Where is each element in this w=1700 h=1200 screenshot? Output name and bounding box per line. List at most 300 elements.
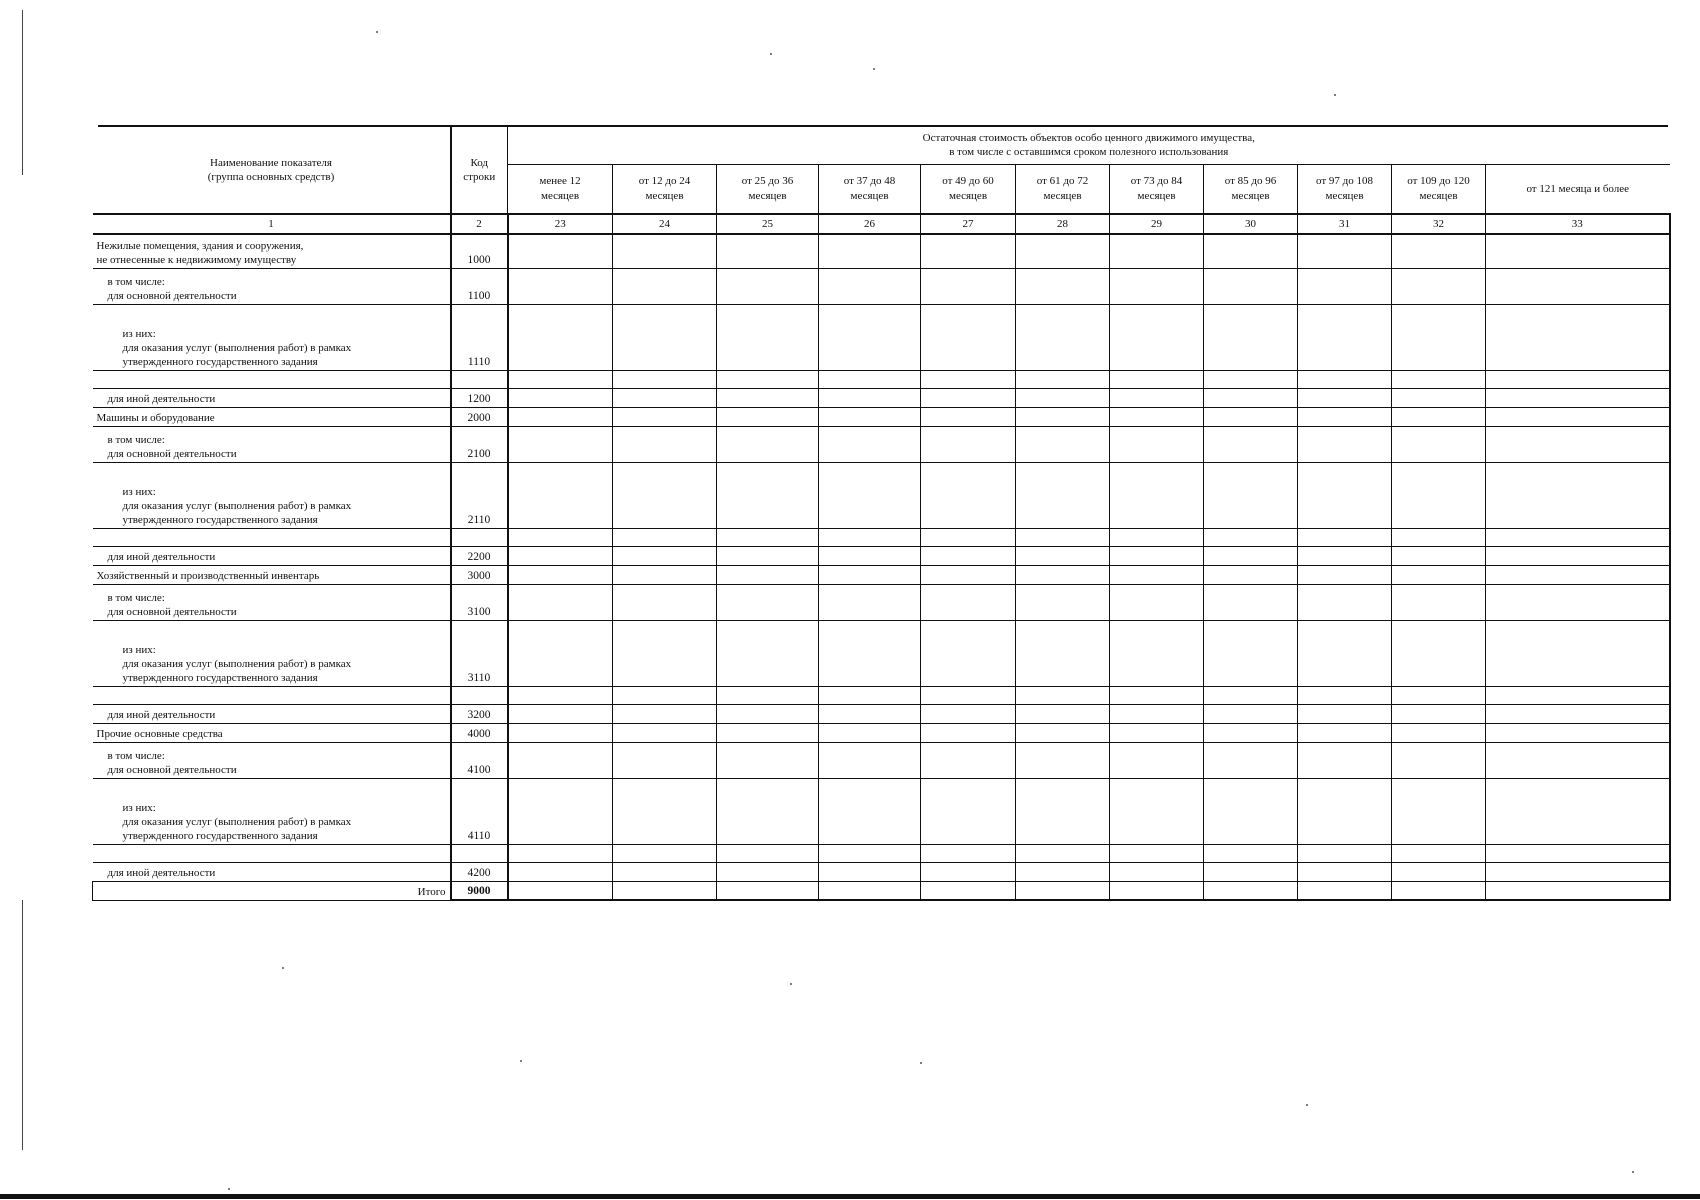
header-period-line: от 25 до 36 (741, 175, 794, 188)
value-cell[interactable] (508, 742, 613, 778)
value-cell[interactable] (508, 584, 613, 620)
value-cell[interactable] (508, 268, 613, 304)
value-cell[interactable] (921, 268, 1016, 304)
value-cell[interactable] (921, 462, 1016, 528)
value-cell[interactable] (1016, 462, 1110, 528)
value-cell[interactable] (1110, 778, 1204, 844)
value-cell[interactable] (921, 370, 1016, 388)
value-cell[interactable] (1016, 620, 1110, 686)
row-name-line: в том числе: (107, 591, 165, 604)
value-cell[interactable] (1486, 704, 1670, 723)
value-cell[interactable] (1110, 546, 1204, 565)
value-cell[interactable] (1204, 862, 1298, 881)
value-cell[interactable] (1298, 686, 1392, 704)
row-name-line: для оказания услуг (выполнения работ) в рамках (122, 657, 352, 670)
value-cell[interactable] (1016, 426, 1110, 462)
value-cell[interactable] (508, 462, 613, 528)
value-cell[interactable] (508, 862, 613, 881)
spacer-cell (451, 844, 508, 862)
total-value-cell[interactable] (1298, 881, 1392, 900)
value-cell[interactable] (1298, 620, 1392, 686)
value-cell[interactable] (1392, 268, 1486, 304)
value-cell[interactable] (1392, 407, 1486, 426)
value-cell[interactable] (819, 742, 921, 778)
value-cell[interactable] (1204, 620, 1298, 686)
value-cell[interactable] (921, 407, 1016, 426)
value-cell[interactable] (717, 723, 819, 742)
value-cell[interactable] (717, 565, 819, 584)
value-cell[interactable] (1204, 268, 1298, 304)
value-cell[interactable] (921, 528, 1016, 546)
value-cell[interactable] (921, 742, 1016, 778)
header-period-line: от 97 до 108 (1315, 175, 1373, 188)
value-cell[interactable] (921, 778, 1016, 844)
total-value-cell[interactable] (1392, 881, 1486, 900)
value-cell[interactable] (921, 426, 1016, 462)
value-cell[interactable] (508, 234, 613, 268)
value-cell[interactable] (819, 686, 921, 704)
value-cell[interactable] (1204, 778, 1298, 844)
value-cell[interactable] (1110, 844, 1204, 862)
value-cell[interactable] (819, 426, 921, 462)
table-row (93, 620, 1670, 686)
value-cell[interactable] (613, 584, 717, 620)
value-cell[interactable] (1298, 778, 1392, 844)
value-cell[interactable] (1204, 388, 1298, 407)
row-code: 4100 (451, 742, 508, 778)
value-cell[interactable] (1486, 370, 1670, 388)
value-cell[interactable] (1486, 686, 1670, 704)
total-value-cell[interactable] (508, 881, 613, 900)
scan-edge-line (22, 10, 23, 175)
value-cell[interactable] (819, 620, 921, 686)
header-row-code-line: строки (463, 171, 496, 183)
value-cell[interactable] (1204, 686, 1298, 704)
value-cell[interactable] (1298, 704, 1392, 723)
value-cell[interactable] (1298, 742, 1392, 778)
value-cell[interactable] (613, 844, 717, 862)
header-period-line: месяцев (1137, 189, 1176, 202)
value-cell[interactable] (1392, 704, 1486, 723)
value-cell[interactable] (1016, 407, 1110, 426)
value-cell[interactable] (1298, 862, 1392, 881)
header-indicator-name-line: (группа основных средств) (207, 171, 335, 183)
value-cell[interactable] (1016, 370, 1110, 388)
value-cell[interactable] (1016, 565, 1110, 584)
value-cell[interactable] (613, 862, 717, 881)
value-cell[interactable] (1110, 388, 1204, 407)
value-cell[interactable] (613, 370, 717, 388)
value-cell[interactable] (1110, 234, 1204, 268)
value-cell[interactable] (613, 462, 717, 528)
value-cell[interactable] (1204, 565, 1298, 584)
value-cell[interactable] (717, 407, 819, 426)
value-cell[interactable] (1392, 388, 1486, 407)
column-number: 31 (1298, 214, 1392, 234)
value-cell[interactable] (1298, 723, 1392, 742)
value-cell[interactable] (921, 565, 1016, 584)
value-cell[interactable] (1486, 426, 1670, 462)
value-cell[interactable] (508, 844, 613, 862)
total-value-cell[interactable] (1204, 881, 1298, 900)
row-code: 4110 (451, 778, 508, 844)
value-cell[interactable] (819, 407, 921, 426)
value-cell[interactable] (1110, 742, 1204, 778)
value-cell[interactable] (1392, 565, 1486, 584)
value-cell[interactable] (717, 546, 819, 565)
value-cell[interactable] (508, 304, 613, 370)
value-cell[interactable] (717, 528, 819, 546)
value-cell[interactable] (1298, 268, 1392, 304)
value-cell[interactable] (921, 686, 1016, 704)
scan-speck (873, 68, 875, 70)
total-code: 9000 (451, 881, 508, 900)
value-cell[interactable] (613, 742, 717, 778)
value-cell[interactable] (1204, 304, 1298, 370)
value-cell[interactable] (1204, 742, 1298, 778)
value-cell[interactable] (819, 778, 921, 844)
value-cell[interactable] (717, 620, 819, 686)
value-cell[interactable] (1016, 723, 1110, 742)
value-cell[interactable] (1016, 686, 1110, 704)
header-residual-value-group (508, 127, 1670, 164)
value-cell[interactable] (613, 546, 717, 565)
value-cell[interactable] (1486, 778, 1670, 844)
header-period-line: месяцев (1043, 189, 1082, 202)
table-row (93, 742, 1670, 778)
value-cell[interactable] (613, 407, 717, 426)
value-cell[interactable] (1298, 584, 1392, 620)
value-cell[interactable] (1016, 844, 1110, 862)
value-cell[interactable] (508, 778, 613, 844)
value-cell[interactable] (717, 862, 819, 881)
scan-edge-line (22, 900, 23, 1150)
value-cell[interactable] (819, 844, 921, 862)
value-cell[interactable] (613, 778, 717, 844)
value-cell[interactable] (1204, 528, 1298, 546)
value-cell[interactable] (613, 723, 717, 742)
value-cell[interactable] (1392, 723, 1486, 742)
value-cell[interactable] (1016, 304, 1110, 370)
value-cell[interactable] (1486, 565, 1670, 584)
value-cell[interactable] (1298, 546, 1392, 565)
value-cell[interactable] (1486, 407, 1670, 426)
value-cell[interactable] (1204, 844, 1298, 862)
total-label: Итого (93, 881, 451, 900)
value-cell[interactable] (508, 370, 613, 388)
value-cell[interactable] (819, 862, 921, 881)
value-cell[interactable] (819, 388, 921, 407)
value-cell[interactable] (1392, 462, 1486, 528)
value-cell[interactable] (1110, 862, 1204, 881)
value-cell[interactable] (508, 686, 613, 704)
value-cell[interactable] (1298, 407, 1392, 426)
total-value-cell[interactable] (819, 881, 921, 900)
value-cell[interactable] (819, 546, 921, 565)
value-cell[interactable] (1486, 862, 1670, 881)
value-cell[interactable] (717, 778, 819, 844)
value-cell[interactable] (819, 268, 921, 304)
value-cell[interactable] (819, 462, 921, 528)
value-cell[interactable] (1392, 686, 1486, 704)
header-period-4 (819, 164, 921, 214)
scan-speck (376, 31, 378, 33)
value-cell[interactable] (921, 844, 1016, 862)
value-cell[interactable] (1486, 388, 1670, 407)
value-cell[interactable] (508, 704, 613, 723)
row-name-line: для иной деятельности (107, 867, 216, 880)
value-cell[interactable] (1204, 584, 1298, 620)
value-cell[interactable] (717, 686, 819, 704)
value-cell[interactable] (819, 234, 921, 268)
value-cell[interactable] (717, 426, 819, 462)
value-cell[interactable] (1016, 778, 1110, 844)
value-cell[interactable] (921, 704, 1016, 723)
row-name-line: утвержденного государственного задания (122, 514, 318, 527)
value-cell[interactable] (508, 407, 613, 426)
table-row (93, 304, 1670, 370)
value-cell[interactable] (1110, 407, 1204, 426)
value-cell[interactable] (1016, 584, 1110, 620)
scan-speck (1632, 1171, 1634, 1173)
value-cell[interactable] (921, 234, 1016, 268)
row-code: 2100 (451, 426, 508, 462)
scan-speck (520, 1060, 522, 1062)
value-cell[interactable] (1110, 620, 1204, 686)
total-value-cell[interactable] (1486, 881, 1670, 900)
value-cell[interactable] (1392, 426, 1486, 462)
column-number: 33 (1486, 214, 1670, 234)
value-cell[interactable] (717, 370, 819, 388)
value-cell[interactable] (613, 620, 717, 686)
value-cell[interactable] (1392, 528, 1486, 546)
value-cell[interactable] (717, 844, 819, 862)
value-cell[interactable] (1110, 704, 1204, 723)
value-cell[interactable] (1016, 742, 1110, 778)
value-cell[interactable] (508, 565, 613, 584)
value-cell[interactable] (1298, 388, 1392, 407)
row-name-line: для оказания услуг (выполнения работ) в рамках (122, 341, 352, 354)
table-row (93, 426, 1670, 462)
value-cell[interactable] (1392, 778, 1486, 844)
value-cell[interactable] (819, 370, 921, 388)
value-cell[interactable] (1486, 742, 1670, 778)
row-indicator-name (93, 268, 451, 304)
value-cell[interactable] (1486, 304, 1670, 370)
header-group-title-line: в том числе с оставшимся сроком полезного использования (949, 146, 1229, 159)
total-value-cell[interactable] (1110, 881, 1204, 900)
value-cell[interactable] (508, 546, 613, 565)
value-cell[interactable] (1392, 546, 1486, 565)
value-cell[interactable] (1298, 462, 1392, 528)
value-cell[interactable] (1204, 370, 1298, 388)
header-period-10 (1392, 164, 1486, 214)
row-code: 3000 (451, 565, 508, 584)
value-cell[interactable] (1486, 546, 1670, 565)
row-name-line: Нежилые помещения, здания и сооружения, (96, 239, 304, 252)
value-cell[interactable] (1016, 388, 1110, 407)
value-cell[interactable] (717, 742, 819, 778)
value-cell[interactable] (613, 426, 717, 462)
value-cell[interactable] (921, 584, 1016, 620)
value-cell[interactable] (717, 704, 819, 723)
value-cell[interactable] (1298, 528, 1392, 546)
value-cell[interactable] (1298, 370, 1392, 388)
row-indicator-name (93, 565, 451, 584)
value-cell[interactable] (1298, 304, 1392, 370)
header-indicator-name-line: Наименование показателя (210, 156, 332, 169)
value-cell[interactable] (1110, 528, 1204, 546)
value-cell[interactable] (921, 388, 1016, 407)
value-cell[interactable] (1486, 723, 1670, 742)
value-cell[interactable] (1016, 234, 1110, 268)
spacer-row (93, 528, 1670, 546)
row-name-line: в том числе: (107, 433, 165, 446)
value-cell[interactable] (717, 462, 819, 528)
row-indicator-name (93, 407, 451, 426)
row-indicator-name (93, 304, 451, 370)
header-period-line: месяцев (540, 189, 580, 202)
value-cell[interactable] (1110, 584, 1204, 620)
value-cell[interactable] (717, 268, 819, 304)
value-cell[interactable] (1298, 234, 1392, 268)
value-cell[interactable] (819, 723, 921, 742)
total-value-cell[interactable] (921, 881, 1016, 900)
value-cell[interactable] (1204, 426, 1298, 462)
header-period-2 (613, 164, 717, 214)
total-value-cell[interactable] (1016, 881, 1110, 900)
value-cell[interactable] (717, 234, 819, 268)
table-row (93, 565, 1670, 584)
table-row (93, 407, 1670, 426)
scan-speck (1306, 1104, 1308, 1106)
scan-speck (920, 1062, 922, 1064)
value-cell[interactable] (613, 304, 717, 370)
value-cell[interactable] (1110, 304, 1204, 370)
value-cell[interactable] (613, 565, 717, 584)
scan-speck (282, 967, 284, 969)
value-cell[interactable] (1110, 723, 1204, 742)
row-name-line: из них: (122, 643, 156, 656)
value-cell[interactable] (1110, 462, 1204, 528)
value-cell[interactable] (1204, 546, 1298, 565)
header-period-5 (921, 164, 1016, 214)
row-indicator-name (93, 546, 451, 565)
header-period-line: от 61 до 72 (1036, 175, 1089, 188)
value-cell[interactable] (1204, 704, 1298, 723)
value-cell[interactable] (613, 704, 717, 723)
value-cell[interactable] (921, 620, 1016, 686)
value-cell[interactable] (1486, 584, 1670, 620)
value-cell[interactable] (1392, 620, 1486, 686)
row-code: 4200 (451, 862, 508, 881)
header-period-line: от 12 до 24 (638, 175, 691, 188)
value-cell[interactable] (717, 584, 819, 620)
value-cell[interactable] (508, 620, 613, 686)
value-cell[interactable] (1298, 426, 1392, 462)
value-cell[interactable] (1298, 565, 1392, 584)
header-period-9 (1298, 164, 1392, 214)
total-value-cell[interactable] (717, 881, 819, 900)
header-period-7 (1110, 164, 1204, 214)
value-cell[interactable] (1486, 844, 1670, 862)
value-cell[interactable] (1392, 862, 1486, 881)
value-cell[interactable] (1110, 565, 1204, 584)
value-cell[interactable] (819, 565, 921, 584)
value-cell[interactable] (508, 528, 613, 546)
row-code: 1110 (451, 304, 508, 370)
value-cell[interactable] (613, 388, 717, 407)
value-cell[interactable] (1392, 370, 1486, 388)
value-cell[interactable] (1204, 723, 1298, 742)
value-cell[interactable] (1110, 426, 1204, 462)
value-cell[interactable] (1486, 620, 1670, 686)
value-cell[interactable] (1016, 528, 1110, 546)
row-name-line: для иной деятельности (107, 709, 216, 722)
value-cell[interactable] (1016, 862, 1110, 881)
row-indicator-name (93, 426, 451, 462)
value-cell[interactable] (1486, 268, 1670, 304)
value-cell[interactable] (1392, 304, 1486, 370)
value-cell[interactable] (1392, 234, 1486, 268)
value-cell[interactable] (1016, 268, 1110, 304)
value-cell[interactable] (1392, 844, 1486, 862)
table-row (93, 268, 1670, 304)
value-cell[interactable] (1486, 528, 1670, 546)
value-cell[interactable] (508, 426, 613, 462)
row-name-line: для оказания услуг (выполнения работ) в рамках (122, 499, 352, 512)
value-cell[interactable] (1392, 742, 1486, 778)
total-value-cell[interactable] (613, 881, 717, 900)
value-cell[interactable] (1110, 268, 1204, 304)
value-cell[interactable] (1486, 234, 1670, 268)
header-period-line: месяцев (1325, 189, 1364, 202)
value-cell[interactable] (1016, 546, 1110, 565)
value-cell[interactable] (717, 388, 819, 407)
value-cell[interactable] (508, 388, 613, 407)
value-cell[interactable] (1204, 407, 1298, 426)
value-cell[interactable] (921, 723, 1016, 742)
value-cell[interactable] (921, 862, 1016, 881)
value-cell[interactable] (1110, 686, 1204, 704)
column-number: 30 (1204, 214, 1298, 234)
row-indicator-name (93, 234, 451, 268)
total-row (93, 881, 1670, 900)
value-cell[interactable] (613, 686, 717, 704)
column-number: 32 (1392, 214, 1486, 234)
table-row (93, 584, 1670, 620)
value-cell[interactable] (1486, 462, 1670, 528)
value-cell[interactable] (921, 546, 1016, 565)
value-cell[interactable] (613, 268, 717, 304)
value-cell[interactable] (819, 584, 921, 620)
value-cell[interactable] (1204, 234, 1298, 268)
value-cell[interactable] (1298, 844, 1392, 862)
value-cell[interactable] (819, 528, 921, 546)
value-cell[interactable] (1110, 370, 1204, 388)
header-period-line: месяцев (850, 189, 889, 202)
value-cell[interactable] (819, 304, 921, 370)
value-cell[interactable] (921, 304, 1016, 370)
value-cell[interactable] (613, 234, 717, 268)
value-cell[interactable] (613, 528, 717, 546)
value-cell[interactable] (717, 304, 819, 370)
value-cell[interactable] (1016, 704, 1110, 723)
value-cell[interactable] (508, 723, 613, 742)
value-cell[interactable] (1392, 584, 1486, 620)
value-cell[interactable] (1204, 462, 1298, 528)
value-cell[interactable] (819, 704, 921, 723)
